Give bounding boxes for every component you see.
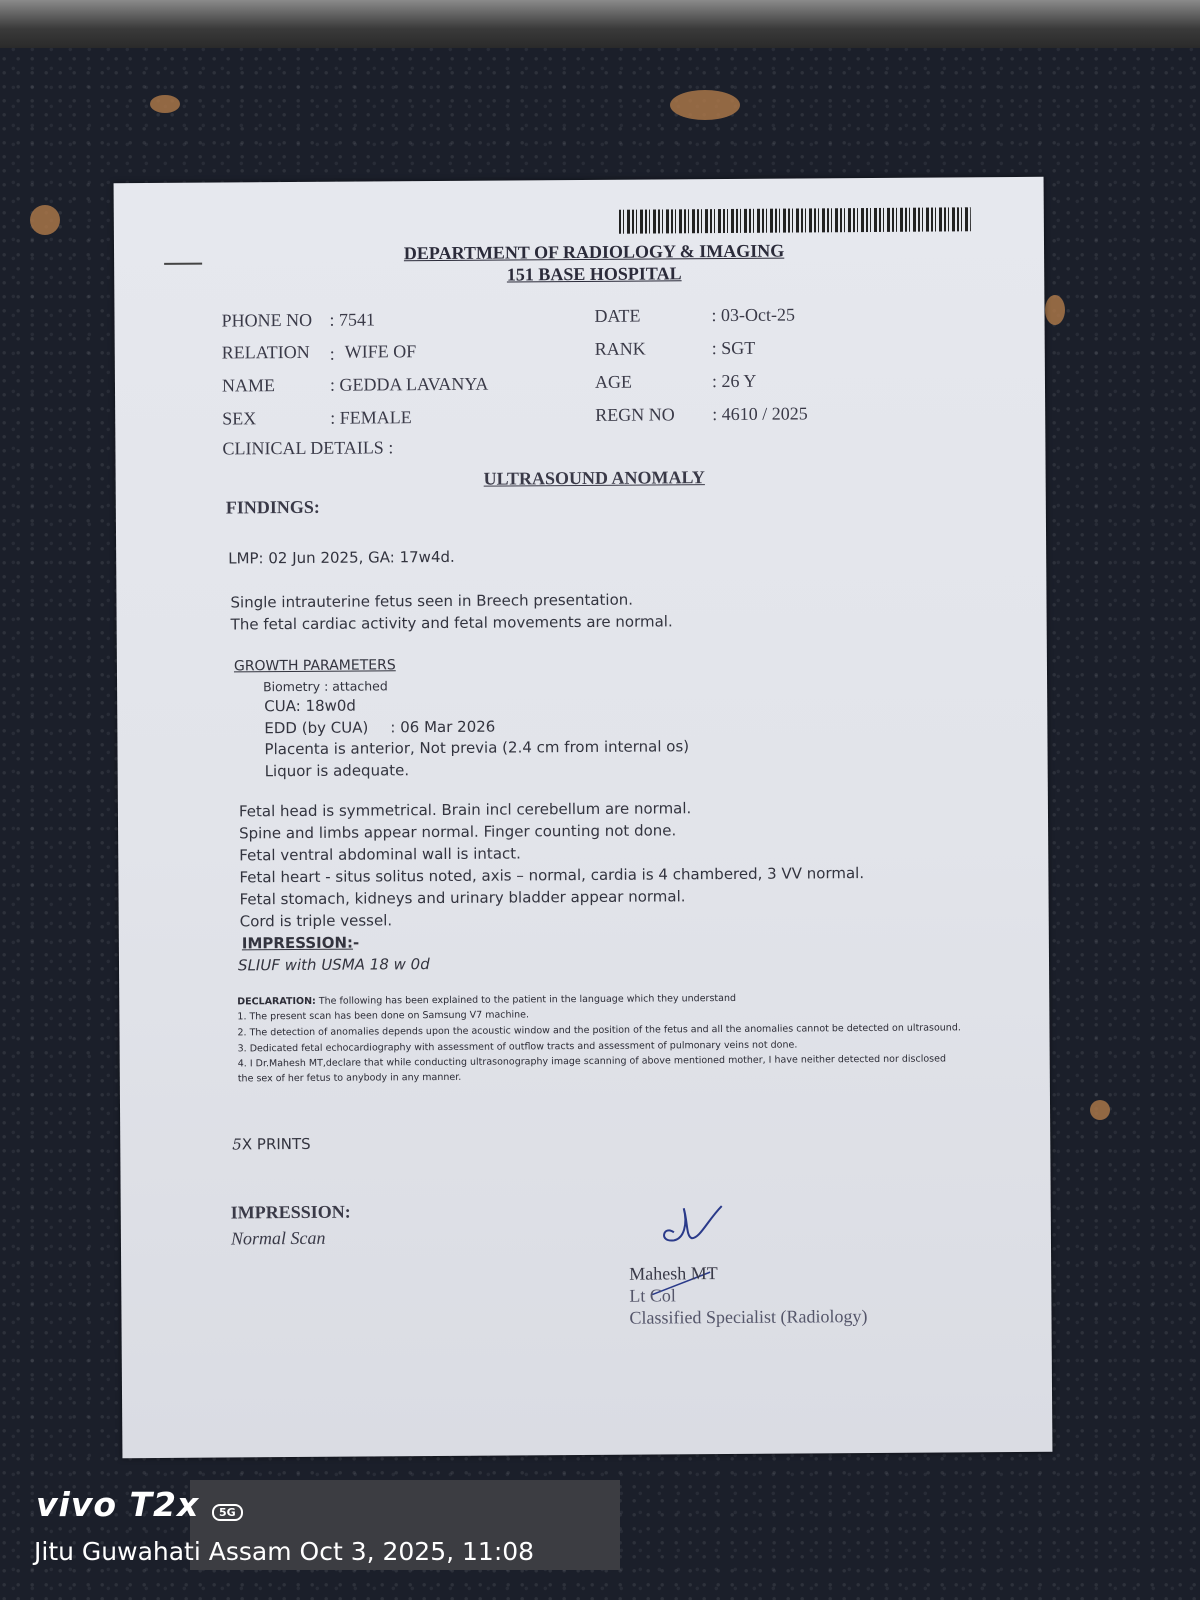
declaration-item: 2. The detection of anomalies depends upon the acoustic window and the position of the fetus and all the anomalies cannot be detected on ultrasound. — [237, 1022, 961, 1039]
final-impression-value: Normal Scan — [230, 1227, 326, 1249]
finding-line-1: Single intrauterine fetus seen in Breech presentation. — [230, 590, 634, 612]
regn-value: : 4610 / 2025 — [712, 403, 808, 425]
regn-label: REGN NO — [595, 404, 675, 425]
rust-spot — [150, 95, 180, 113]
cua-line: CUA: 18w0d — [264, 696, 356, 716]
relation-label: RELATION — [221, 341, 310, 363]
prints-count: 5 — [232, 1135, 242, 1154]
placenta-line: Placenta is anterior, Not previa (2.4 cm from internal os) — [264, 737, 690, 759]
report-title: ULTRASOUND ANOMALY — [483, 467, 705, 489]
impression-suffix: - — [352, 933, 360, 952]
report-sheet — [114, 177, 1053, 1458]
rust-spot — [1045, 295, 1065, 325]
rank-value: : SGT — [711, 337, 756, 359]
signatory-rank: Lt Col — [629, 1285, 676, 1306]
fetal-line: Spine and limbs appear normal. Finger counting not done. — [239, 821, 677, 843]
date-label: DATE — [594, 305, 641, 326]
sex-label: SEX — [222, 408, 257, 429]
name-value: : GEDDA LAVANYA — [329, 373, 489, 395]
rust-spot — [670, 90, 740, 120]
barcode — [619, 207, 971, 233]
edd-value: : 06 Mar 2026 — [390, 717, 496, 737]
impression-value: SLIUF with USMA 18 w 0d — [237, 955, 430, 975]
impression-heading — [242, 934, 359, 953]
fetal-line: Fetal ventral abdominal wall is intact. — [239, 844, 521, 865]
fetal-line: Fetal stomach, kidneys and urinary bladder appear normal. — [239, 887, 686, 909]
prints-label: X PRINTS — [241, 1134, 311, 1154]
date-value: : 03-Oct-25 — [711, 304, 796, 326]
growth-parameters-heading: GROWTH PARAMETERS — [233, 657, 396, 675]
liquor-line: Liquor is adequate. — [264, 761, 410, 781]
declaration-item: 3. Dedicated fetal echocardiography with assessment of outflow tracts and assessment of pulmonary veins not done. — [237, 1039, 798, 1055]
phone-label: PHONE NO — [221, 309, 313, 331]
declaration-header — [237, 993, 736, 1007]
department-title: DEPARTMENT OF RADIOLOGY & IMAGING — [403, 240, 785, 264]
background-top-bar — [0, 0, 1200, 48]
name-label: NAME — [221, 375, 276, 396]
sex-value: : FEMALE — [330, 407, 412, 428]
prints-line — [232, 1135, 311, 1154]
location-timestamp-watermark: Jitu Guwahati Assam Oct 3, 2025, 11:08 — [34, 1537, 535, 1566]
declaration-intro: The following has been explained to the patient in the language which they understand — [315, 992, 737, 1007]
network-badge: 5G — [212, 1504, 243, 1521]
divider-dash — [164, 263, 202, 265]
age-label: AGE — [594, 371, 633, 392]
phone-value: : 7541 — [329, 309, 376, 330]
final-impression-label: IMPRESSION: — [230, 1201, 351, 1223]
rank-label: RANK — [594, 338, 646, 359]
rust-spot — [30, 205, 60, 235]
age-value: : 26 Y — [711, 370, 757, 392]
signatory-title: Classified Specialist (Radiology) — [629, 1306, 868, 1328]
fetal-line: Cord is triple vessel. — [239, 911, 393, 931]
fetal-line: Fetal head is symmetrical. Brain incl cerebellum are normal. — [238, 799, 692, 821]
relation-value: WIFE OF — [344, 341, 417, 362]
declaration-item: the sex of her fetus to anybody in any manner. — [237, 1071, 462, 1085]
lmp-line: LMP: 02 Jun 2025, GA: 17w4d. — [228, 547, 455, 568]
rust-spot — [1090, 1100, 1110, 1120]
biometry-line: Biometry : attached — [263, 678, 388, 695]
finding-line-2: The fetal cardiac activity and fetal movements are normal. — [230, 612, 673, 634]
impression-label: IMPRESSION: — [241, 933, 354, 953]
edd-label: EDD (by CUA) — [264, 718, 369, 738]
findings-label: FINDINGS: — [225, 496, 320, 518]
hospital-title: 151 BASE HOSPITAL — [506, 263, 682, 285]
clinical-details-label: CLINICAL DETAILS : — [222, 437, 394, 459]
declaration-label: DECLARATION: — [237, 995, 316, 1008]
fetal-line: Fetal heart - situs solitus noted, axis – normal, cardia is 4 chambered, 3 VV normal. — [239, 864, 865, 887]
declaration-item: 4. I Dr.Mahesh MT,declare that while conducting ultrasonography image scanning of above mentioned mother, I have neither detected nor disclosed — [237, 1053, 947, 1070]
signatory-name: Mahesh MT — [629, 1263, 718, 1284]
relation-colon: : — [329, 343, 335, 364]
device-watermark: vivo T2x — [36, 1485, 200, 1524]
declaration-item: 1. The present scan has been done on Samsung V7 machine. — [237, 1009, 530, 1023]
